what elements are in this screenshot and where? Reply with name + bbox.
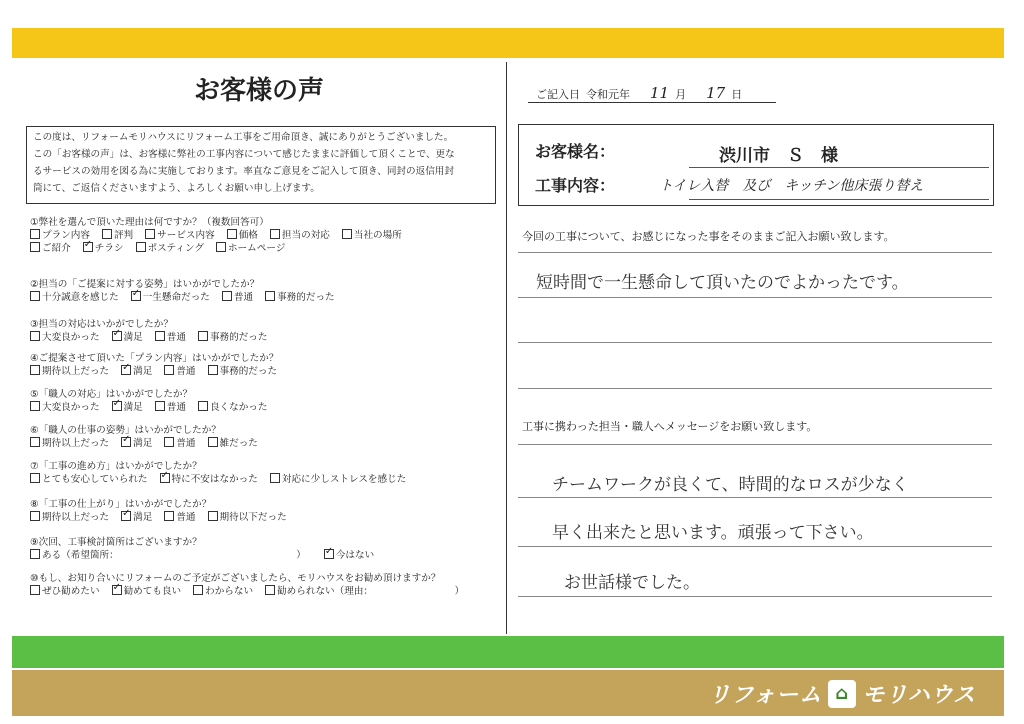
date-label: ご記入日 — [536, 88, 580, 101]
question-text: ③担当の対応はいかがでしたか？ — [30, 319, 173, 330]
option-label: ある（希望箇所： ） — [42, 550, 306, 561]
checkbox[interactable] — [270, 473, 280, 483]
option-label: 事務的だった — [209, 332, 268, 343]
option-label: 雑だった — [219, 438, 258, 449]
option[interactable] — [136, 242, 204, 255]
option[interactable] — [270, 473, 406, 486]
option-label: 普通 — [176, 512, 196, 523]
checked-checkbox[interactable] — [131, 291, 141, 301]
option-label: 担当の対応 — [281, 230, 330, 241]
option-label: サービス内容 — [157, 230, 215, 241]
checkbox[interactable] — [155, 331, 165, 341]
checkbox[interactable] — [164, 365, 174, 375]
checkbox[interactable] — [198, 331, 208, 341]
option[interactable] — [208, 437, 258, 450]
brand-name-right: モリハウス — [862, 683, 976, 708]
option-label: 満足 — [133, 438, 153, 449]
question-text: ⑦「工事の進め方」はいかがでしたか？ — [30, 461, 202, 472]
checked-checkbox[interactable] — [112, 585, 122, 595]
option-label: 勧めても良い — [123, 586, 182, 597]
question-block — [30, 498, 299, 524]
option[interactable] — [164, 365, 195, 378]
option[interactable] — [265, 291, 335, 304]
checked-checkbox[interactable] — [112, 401, 122, 411]
option-label: とても安心していられた — [42, 474, 148, 485]
option[interactable] — [30, 331, 100, 344]
question-block — [30, 318, 280, 344]
brand-logo — [708, 678, 976, 709]
option-label: 良くなかった — [209, 402, 268, 413]
option-label: 普通 — [166, 332, 186, 343]
intro-line: この度は、リフォームモリハウスにリフォーム工事をご用命頂き、誠にありがとうございました。 — [33, 132, 454, 143]
date-day: 17 — [706, 84, 726, 102]
checked-checkbox[interactable] — [121, 365, 131, 375]
option-label: 普通 — [176, 438, 196, 449]
option-label: 対応に少しストレスを感じた — [281, 474, 407, 485]
checkbox[interactable] — [164, 437, 174, 447]
question-text: ②担当の「ご提案に対する姿勢」はいかがでしたか？ — [30, 279, 260, 290]
checkbox[interactable] — [30, 511, 40, 521]
checkbox[interactable] — [222, 291, 232, 301]
option[interactable] — [198, 401, 268, 414]
option-label: 普通 — [166, 402, 186, 413]
option[interactable] — [30, 365, 109, 378]
option-row — [30, 365, 289, 378]
question-block — [30, 278, 347, 304]
option-row — [30, 511, 299, 524]
option[interactable] — [30, 585, 100, 598]
option[interactable] — [160, 473, 258, 486]
option-row — [30, 242, 414, 255]
option-label: 期待以上だった — [42, 438, 110, 449]
message-handwriting-line: お世話様でした。 — [564, 573, 700, 593]
option-label: 今はない — [335, 550, 375, 561]
checkbox[interactable] — [30, 437, 40, 447]
house-icon: ⌂ — [828, 680, 856, 708]
question-block — [30, 216, 414, 255]
checkbox[interactable] — [30, 331, 40, 341]
option-label: 価格 — [238, 230, 258, 241]
option-label: 期待以上だった — [42, 512, 110, 523]
option[interactable] — [164, 437, 195, 450]
option[interactable] — [155, 331, 186, 344]
checkbox[interactable] — [102, 229, 112, 239]
date-row — [536, 84, 742, 102]
question-block — [30, 572, 476, 598]
intro-line: るサービスの効用を図る為に実施しております。率直なご意見をご記入して頂き、同封の返信用封 — [33, 166, 454, 177]
option-row — [30, 585, 476, 598]
option-label: わからない — [205, 586, 254, 597]
option-label: 満足 — [133, 366, 153, 377]
option-label: 勧められない（理由： ） — [277, 586, 465, 597]
checkbox[interactable] — [164, 511, 174, 521]
option[interactable] — [30, 242, 71, 255]
option-label: チラシ — [94, 243, 124, 254]
checkbox[interactable] — [30, 291, 40, 301]
top-yellow-band — [12, 28, 1004, 58]
option-label: 大変良かった — [42, 332, 100, 343]
intro-line: 筒にて、ご返信くださいますよう、よろしくお願い申し上げます。 — [33, 183, 320, 194]
ruled-line — [518, 252, 992, 253]
checkbox[interactable] — [30, 473, 40, 483]
checkbox[interactable] — [30, 365, 40, 375]
customer-name-underline — [689, 167, 989, 168]
option[interactable] — [30, 437, 109, 450]
checkbox[interactable] — [136, 242, 146, 252]
option[interactable] — [30, 511, 109, 524]
work-content-underline — [689, 199, 989, 200]
question-text: ⑧「工事の仕上がり」はいかがでしたか？ — [30, 499, 212, 510]
checkbox[interactable] — [30, 242, 40, 252]
question-block — [30, 388, 280, 414]
checkbox[interactable] — [30, 229, 40, 239]
option-label: 普通 — [233, 292, 254, 303]
option-row — [30, 291, 347, 304]
message-prompt: 工事に携わった担当・職人へメッセージをお願い致します。 — [522, 420, 818, 433]
customer-box — [518, 124, 994, 206]
option[interactable] — [198, 331, 268, 344]
checked-checkbox[interactable] — [160, 473, 170, 483]
page-title: お客様の声 — [193, 76, 324, 106]
checked-checkbox[interactable] — [112, 331, 122, 341]
question-text: ⑩もし、お知り合いにリフォームのご予定がございましたら、モリハウスをお勧め頂けますか？ — [30, 573, 441, 584]
option-row — [30, 437, 270, 450]
option-label: 評判 — [113, 230, 134, 241]
ruled-line — [518, 388, 992, 389]
intro-box — [26, 126, 496, 204]
option[interactable] — [270, 229, 330, 242]
option-label: 事務的だった — [277, 292, 335, 303]
question-text: ⑨次回、工事検討箇所はございますか？ — [30, 537, 202, 548]
work-content: トイレ入替 及び キッチン他床張り替え — [659, 178, 924, 194]
message-handwriting-line: チームワークが良くて、時間的なロスが少なく — [552, 475, 909, 495]
option[interactable] — [121, 511, 152, 524]
option-label: ホームページ — [227, 243, 286, 254]
option-row — [30, 331, 280, 344]
ruled-line — [518, 444, 992, 445]
option[interactable] — [30, 291, 119, 304]
checked-checkbox[interactable] — [83, 242, 93, 252]
question-text: ⑤「職人の対応」はいかがでしたか？ — [30, 389, 193, 400]
option-row — [30, 473, 418, 486]
question-block — [30, 352, 289, 378]
checkbox[interactable] — [265, 291, 275, 301]
checked-checkbox[interactable] — [121, 511, 131, 521]
checkbox[interactable] — [208, 511, 218, 521]
option-label: 期待以下だった — [219, 512, 287, 523]
option-label: 満足 — [123, 402, 143, 413]
feedback-handwriting: 短時間で一生懸命して頂いたのでよかったです。 — [536, 273, 909, 293]
ruled-line — [518, 596, 992, 597]
feedback-prompt: 今回の工事について、お感じになった事をそのままご記入お願い致します。 — [522, 230, 895, 243]
option[interactable] — [145, 229, 215, 242]
checkbox[interactable] — [198, 401, 208, 411]
option[interactable] — [222, 291, 253, 304]
checkbox[interactable] — [208, 365, 218, 375]
option[interactable] — [112, 401, 143, 414]
option-label: 特に不安はなかった — [171, 474, 258, 485]
intro-line: この「お客様の声」は、お客様に弊社の工事内容について感じたままに評価して頂くことで、更な — [33, 149, 455, 160]
option-label: 満足 — [123, 332, 143, 343]
option-row — [30, 549, 386, 562]
checked-checkbox[interactable] — [121, 437, 131, 447]
question-text: ④ご提案させて頂いた「プラン内容」はいかがでしたか？ — [30, 353, 279, 364]
option-label: 事務的だった — [219, 366, 278, 377]
question-block — [30, 460, 418, 486]
option[interactable] — [216, 242, 285, 255]
option-label: 期待以上だった — [42, 366, 110, 377]
option[interactable] — [102, 229, 133, 242]
option[interactable] — [30, 473, 148, 486]
checkbox[interactable] — [265, 585, 275, 595]
option-label: ご紹介 — [42, 243, 71, 254]
option[interactable] — [227, 229, 258, 242]
option[interactable] — [208, 365, 278, 378]
checkbox[interactable] — [30, 585, 40, 595]
question-block — [30, 424, 270, 450]
checkbox[interactable] — [208, 437, 218, 447]
option-label: 十分誠意を感じた — [42, 292, 119, 303]
option-label: 当社の場所 — [353, 230, 402, 241]
checkbox[interactable] — [227, 229, 237, 239]
option[interactable] — [208, 511, 287, 524]
message-handwriting-line: 早く出来たと思います。頑張って下さい。 — [552, 523, 874, 543]
option-row — [30, 401, 280, 414]
option[interactable] — [112, 331, 143, 344]
customer-name: 渋川市 Ｓ 様 — [719, 146, 838, 166]
checkbox[interactable] — [216, 242, 226, 252]
date-month: 11 — [650, 84, 670, 102]
date-day-unit: 日 — [731, 88, 743, 101]
option[interactable] — [193, 585, 253, 598]
question-text: ⑥「職人の仕事の姿勢」はいかがでしたか？ — [30, 425, 221, 436]
checkbox[interactable] — [270, 229, 280, 239]
option[interactable] — [30, 401, 100, 414]
checkbox[interactable] — [30, 549, 40, 559]
option[interactable] — [342, 229, 402, 242]
option[interactable] — [121, 437, 152, 450]
ruled-line — [518, 297, 992, 298]
brand-name-left: リフォーム — [708, 683, 823, 708]
checkbox[interactable] — [145, 229, 155, 239]
option-label: 満足 — [133, 512, 153, 523]
question-text: ①弊社を選んで頂いた理由は何ですか？（複数回答可） — [30, 217, 269, 228]
option[interactable] — [112, 585, 182, 598]
date-month-unit: 月 — [675, 88, 687, 101]
option-label: 大変良かった — [42, 402, 100, 413]
option[interactable] — [324, 549, 374, 562]
option[interactable] — [83, 242, 124, 255]
date-underline — [528, 102, 776, 103]
checkbox[interactable] — [155, 401, 165, 411]
footer-green-band — [12, 636, 1004, 668]
option[interactable] — [121, 365, 152, 378]
option[interactable] — [131, 291, 210, 304]
ruled-line — [518, 497, 992, 498]
checkbox[interactable] — [193, 585, 203, 595]
ruled-line — [518, 342, 992, 343]
work-content-label: 工事内容： — [535, 176, 616, 195]
option[interactable] — [30, 549, 306, 562]
option-label: プラン内容 — [42, 230, 90, 241]
customer-name-label: お客様名： — [535, 142, 616, 161]
option-label: ポスティング — [147, 243, 204, 254]
option[interactable] — [155, 401, 186, 414]
checkbox[interactable] — [30, 401, 40, 411]
checkbox[interactable] — [342, 229, 352, 239]
option[interactable] — [164, 511, 195, 524]
center-divider — [506, 62, 507, 634]
option[interactable] — [30, 229, 90, 242]
question-block — [30, 536, 386, 562]
option-label: 普通 — [176, 366, 196, 377]
option-label: ぜひ勧めたい — [42, 586, 100, 597]
date-era: 令和元年 — [586, 88, 630, 101]
option[interactable] — [265, 585, 464, 598]
option-label: 一生懸命だった — [142, 292, 210, 303]
ruled-line — [518, 546, 992, 547]
checked-checkbox[interactable] — [324, 549, 334, 559]
